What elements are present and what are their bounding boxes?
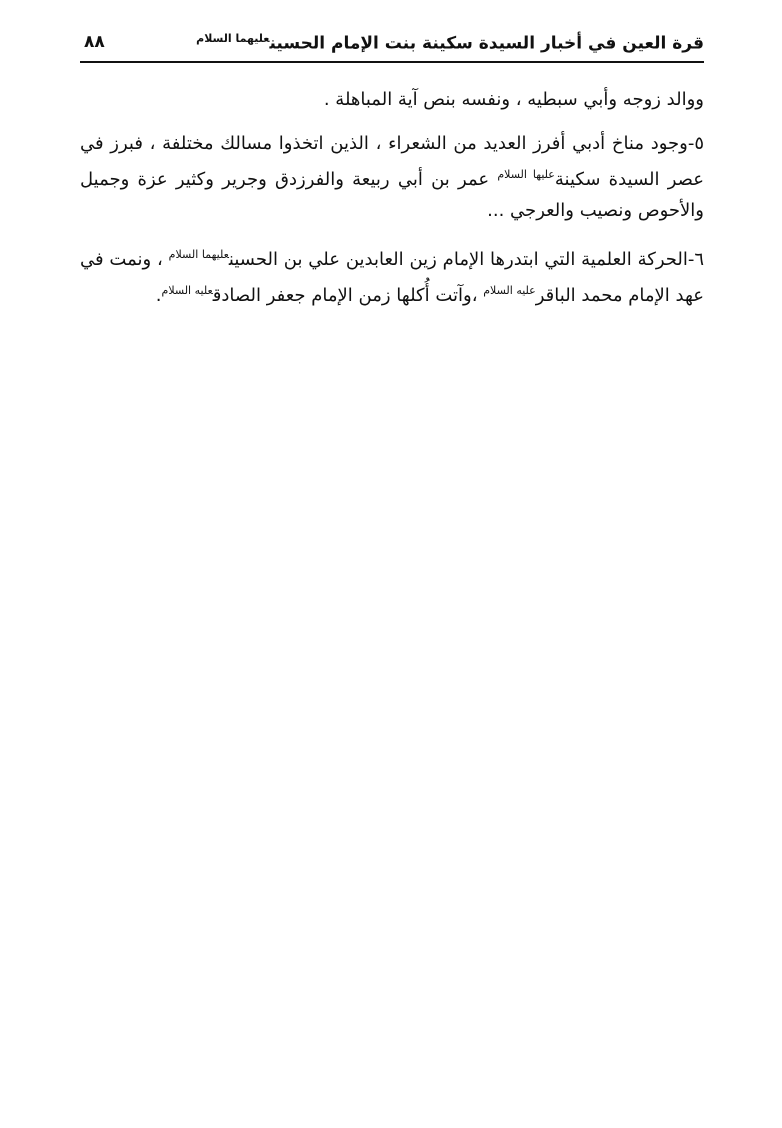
paragraph-2-honorific: عليها السلام	[497, 168, 555, 181]
header-honorific: عليهما السلام	[196, 32, 270, 45]
paragraph-2-text: ٥-وجود مناخ أدبي أفرز العديد من الشعراء ، الذين اتخذوا مسالك مختلفة ، فبرز في عصر السيدة سكينة	[80, 133, 704, 190]
paragraph-3-text: ٦-الحركة العلمية التي ابتدرها الإمام زين العابدين علي بن الحسين	[228, 249, 705, 270]
page-body	[80, 84, 704, 324]
paragraph-1	[80, 84, 704, 115]
paragraph-3-text-after: ، ونمت في عهد الإمام محمد الباقر	[80, 249, 704, 306]
header-title-text: قرة العين في أخبار السيدة سكينة بنت الإمام الحسين	[269, 33, 704, 54]
header-divider	[80, 61, 704, 63]
running-header	[80, 30, 704, 60]
paragraph-3-text-after-3: .	[155, 285, 162, 306]
paragraph-3-honorific-2: عليه السلام	[483, 284, 536, 297]
paragraph-3	[80, 239, 704, 311]
paragraph-2-text-after: عمر بن أبي ربيعة والفرزدق وجرير وكثير عزة وجميل والأحوص ونصيب والعرجي ...	[80, 169, 704, 221]
running-header-title	[196, 32, 704, 54]
paragraph-3-honorific: عليهما السلام	[168, 248, 229, 261]
paragraph-3-text-after-2: ،وآتت أُكلها زمن الإمام جعفر الصادق	[212, 285, 484, 306]
page-number: ٨٨	[84, 32, 105, 52]
paragraph-3-honorific-3: عليه السلام	[161, 284, 213, 297]
paragraph-2	[80, 128, 704, 226]
paragraph-1-text: ووالد زوجه وأبي سبطيه ، ونفسه بنص آية المباهلة .	[323, 89, 704, 110]
